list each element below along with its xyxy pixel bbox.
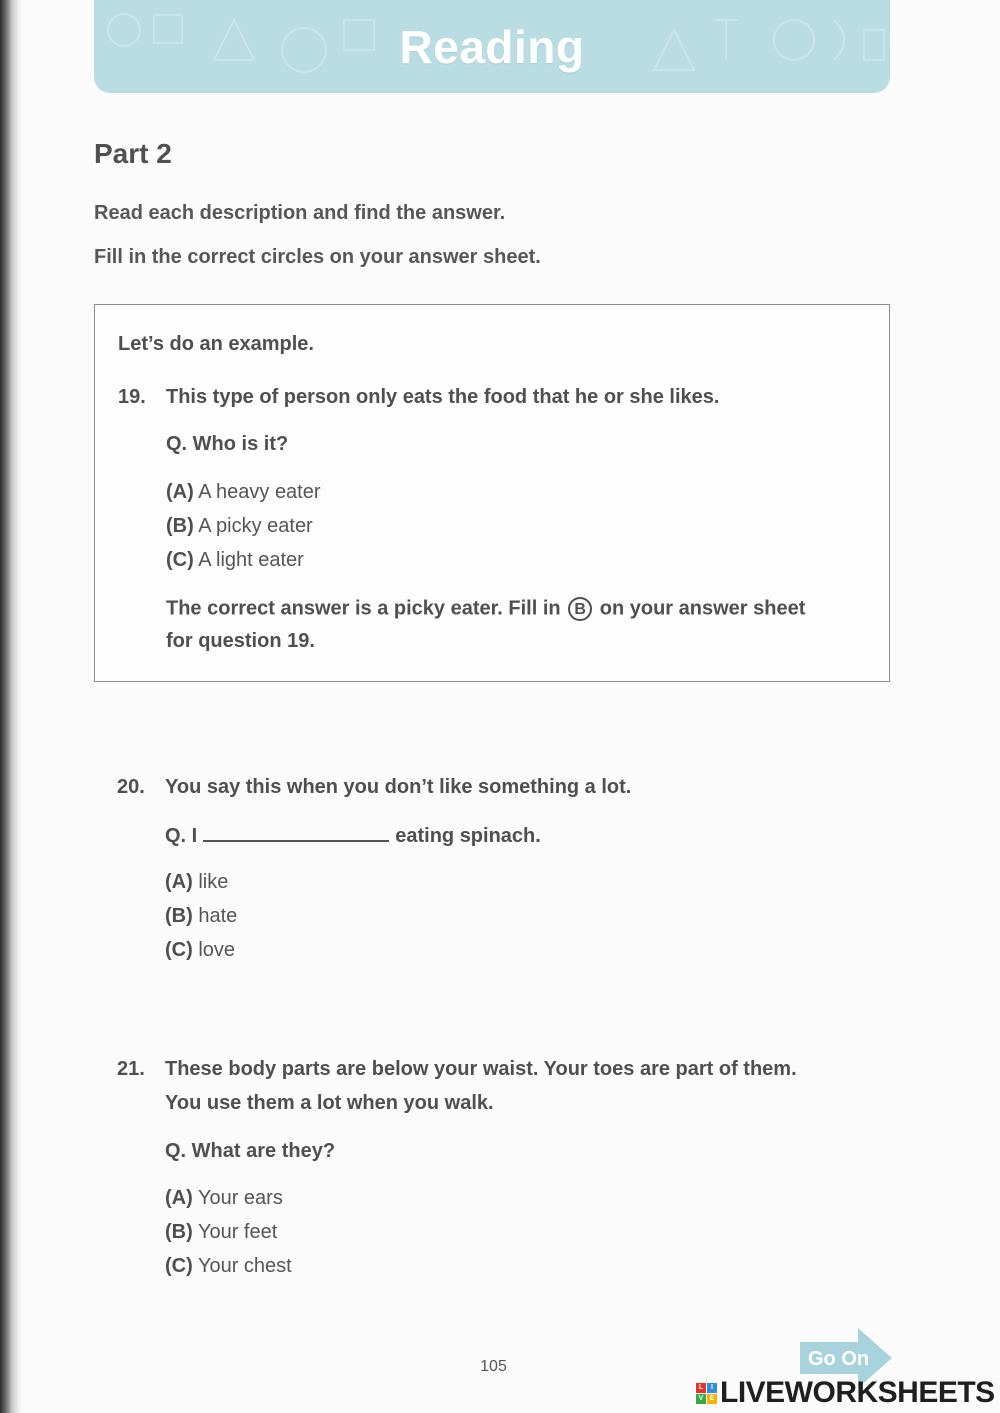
option-letter: (B) — [165, 1221, 193, 1243]
header-banner — [94, 0, 890, 93]
question-20-prompt — [165, 824, 541, 848]
example-option-b — [166, 515, 313, 538]
logo-cell: L — [696, 1383, 706, 1393]
page-title: Reading — [399, 21, 585, 73]
liveworksheets-watermark — [696, 1376, 995, 1410]
prompt-suffix: eating spinach. — [395, 825, 541, 847]
example-option-c — [166, 549, 304, 572]
logo-cell: E — [707, 1394, 717, 1404]
liveworksheets-logo-icon — [696, 1383, 717, 1404]
example-answer-line-2: for question 19. — [166, 630, 315, 652]
question-20-number: 20. — [117, 776, 145, 798]
example-box — [94, 304, 890, 682]
option-text: A light eater — [198, 549, 304, 571]
example-question: Q. Who is it? — [166, 433, 289, 455]
question-21-option-b[interactable] — [165, 1221, 277, 1244]
answer-text-part-1: The correct answer is a picky eater. Fill in — [166, 597, 561, 620]
fill-blank[interactable] — [203, 824, 389, 842]
example-number: 19. — [118, 386, 146, 408]
option-text: love — [198, 939, 236, 961]
question-20-option-b[interactable] — [165, 905, 237, 928]
question-21-description-line-2: You use them a lot when you walk. — [165, 1092, 494, 1114]
question-20-option-c[interactable] — [165, 939, 235, 962]
option-letter: (C) — [165, 1255, 193, 1277]
option-text: A heavy eater — [198, 481, 321, 503]
logo-cell: V — [696, 1394, 706, 1404]
book-spine-shadow — [0, 0, 22, 1413]
option-text: Your feet — [197, 1221, 278, 1243]
example-intro: Let’s do an example. — [118, 333, 314, 355]
option-letter: (B) — [166, 515, 194, 537]
option-letter: (A) — [165, 871, 193, 893]
example-description: This type of person only eats the food that he or she likes. — [166, 386, 720, 408]
instruction-line-1: Read each description and find the answer. — [94, 202, 506, 224]
question-20-option-a[interactable] — [165, 871, 228, 894]
example-option-a — [166, 481, 321, 504]
option-text: like — [198, 871, 229, 893]
prompt-prefix: Q. I — [165, 825, 198, 847]
question-21-description-line-1: These body parts are below your waist. Your toes are part of them. — [165, 1058, 797, 1080]
logo-cell: I — [707, 1383, 717, 1393]
example-answer-line-1 — [166, 597, 805, 621]
question-21-option-c[interactable] — [165, 1255, 292, 1278]
option-text: A picky eater — [198, 515, 313, 537]
circled-b-icon: B — [568, 597, 592, 621]
option-letter: (B) — [165, 905, 193, 927]
question-21-prompt: Q. What are they? — [165, 1140, 336, 1162]
option-text: Your chest — [197, 1255, 292, 1277]
option-text: hate — [198, 905, 238, 927]
option-text: Your ears — [197, 1187, 283, 1209]
part-title: Part 2 — [94, 138, 172, 169]
option-letter: (C) — [165, 939, 193, 961]
question-21-number: 21. — [117, 1058, 145, 1080]
question-20-description: You say this when you don’t like something a lot. — [165, 776, 632, 798]
option-letter: (A) — [165, 1187, 193, 1209]
option-letter: (C) — [166, 549, 194, 571]
page-number: 105 — [480, 1358, 507, 1375]
option-letter: (A) — [166, 481, 194, 503]
watermark-text: LIVEWORKSHEETS — [720, 1376, 995, 1409]
go-on-label: Go On — [808, 1348, 870, 1370]
answer-text-part-2: on your answer sheet — [599, 597, 806, 620]
instruction-line-2: Fill in the correct circles on your answer sheet. — [94, 246, 541, 268]
question-21-option-a[interactable] — [165, 1187, 283, 1210]
